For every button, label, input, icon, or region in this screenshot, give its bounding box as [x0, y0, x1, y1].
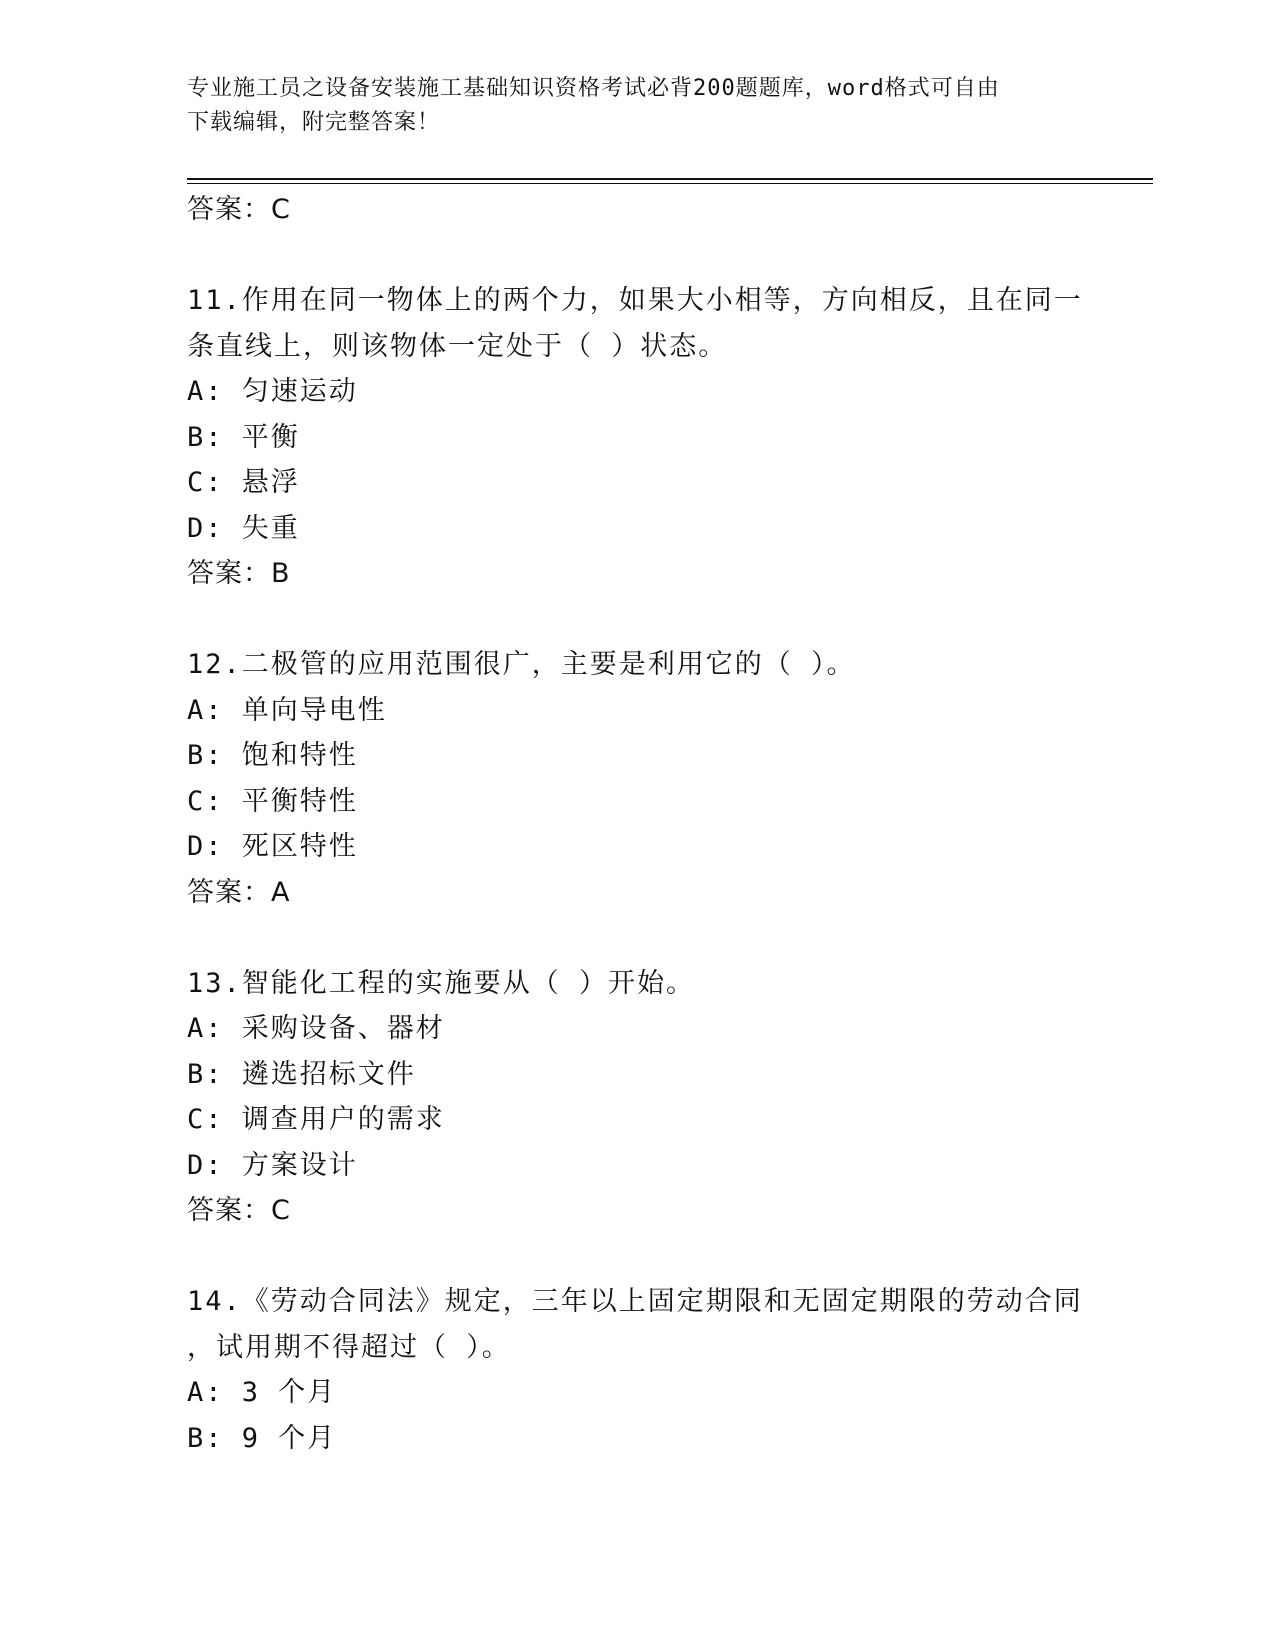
question-14 — [187, 1279, 1107, 1461]
option-c: C: 调查用户的需求 — [187, 1104, 445, 1135]
question-stem-line: 14.《劳动合同法》规定，三年以上固定期限和无固定期限的劳动合同 — [187, 1286, 1083, 1317]
spacer — [187, 1234, 1107, 1280]
option-a: A: 匀速运动 — [187, 376, 358, 407]
question-12 — [187, 642, 1107, 915]
question-13 — [187, 961, 1107, 1234]
question-11 — [187, 278, 1107, 597]
option-b: B: 9 个月 — [187, 1422, 337, 1454]
option-d: D: 失重 — [187, 512, 300, 544]
document-header — [187, 72, 1087, 140]
previous-answer: 答案：C — [187, 194, 291, 225]
option-b: B: 饱和特性 — [187, 740, 358, 771]
question-stem-line: 11.作用在同一物体上的两个力，如果大小相等，方向相反，且在同一 — [187, 285, 1083, 316]
spacer — [187, 915, 1107, 961]
option-c: C: 平衡特性 — [187, 785, 358, 817]
answer-line: 答案：A — [187, 876, 291, 908]
header-line-2: 下载编辑，附完整答案！ — [187, 110, 441, 135]
option-d: D: 死区特性 — [187, 831, 358, 862]
header-rule-thin — [187, 183, 1153, 184]
option-b: B: 遴选招标文件 — [187, 1058, 416, 1090]
header-line-1: 专业施工员之设备安装施工基础知识资格考试必背200题题库，word格式可自由 — [187, 76, 1000, 101]
option-a: A: 采购设备、器材 — [187, 1013, 445, 1044]
question-stem-line: 13.智能化工程的实施要从（ ）开始。 — [187, 967, 696, 999]
question-stem-line: 12.二极管的应用范围很广，主要是利用它的（ ）。 — [187, 649, 856, 680]
option-b: B: 平衡 — [187, 421, 300, 453]
header-rule-thick — [187, 178, 1153, 180]
option-d: D: 方案设计 — [187, 1149, 358, 1181]
option-c: C: 悬浮 — [187, 467, 300, 498]
question-list — [187, 187, 1107, 1461]
option-a: A: 3 个月 — [187, 1377, 337, 1408]
answer-line: 答案：B — [187, 558, 291, 589]
question-stem-line: 条直线上，则该物体一定处于（ ）状态。 — [187, 330, 728, 362]
spacer — [187, 233, 1107, 279]
spacer — [187, 597, 1107, 643]
option-a: A: 单向导电性 — [187, 694, 387, 726]
answer-line: 答案：C — [187, 1195, 291, 1226]
question-stem-line: ，试用期不得超过（ ）。 — [187, 1331, 511, 1363]
